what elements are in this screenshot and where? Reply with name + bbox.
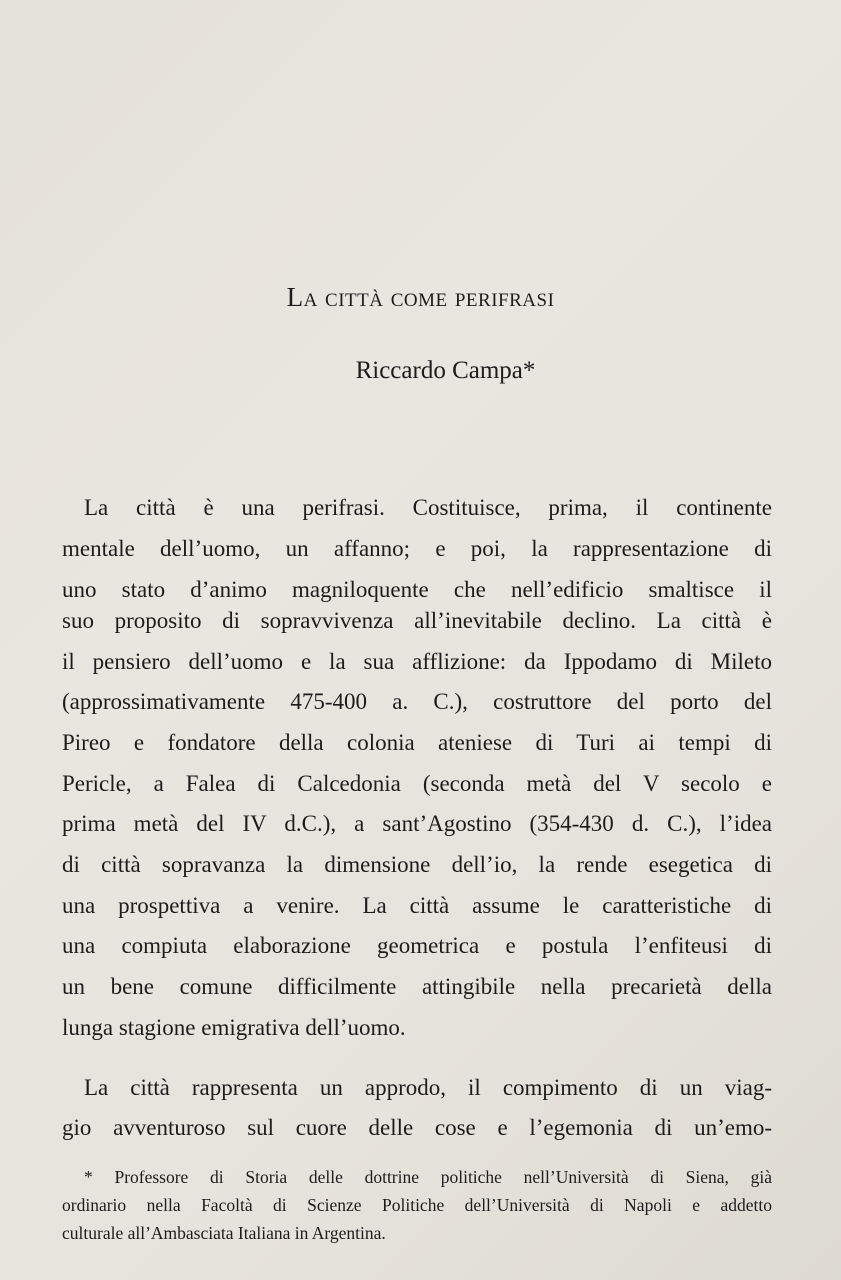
body-line: di città sopravanza la dimensione dell’io, la rende esegetica di [62, 852, 772, 877]
article-title: La città come perifrasi [286, 282, 555, 312]
body-line: Pireo e fondatore della colonia ateniese di Turi ai tempi di [62, 730, 772, 755]
footnote-line: ordinario nella Facoltà di Scienze Politiche dell’Università di Napoli e addetto [62, 1195, 772, 1215]
body-line: Pericle, a Falea di Calcedonia (seconda metà del V secolo e [62, 771, 772, 796]
body-line: lunga stagione emigrativa dell’uomo. [62, 1015, 406, 1040]
footnote-line: * Professore di Storia delle dottrine politiche nell’Università di Siena, già [84, 1167, 772, 1187]
body-line: suo proposito di sopravvivenza all’inevitabile declino. La città è [62, 608, 772, 633]
body-line: mentale dell’uomo, un affanno; e poi, la rappresentazione di [62, 536, 772, 561]
footnote-line: culturale all’Ambasciata Italiana in Argentina. [62, 1223, 386, 1243]
body-line: (approssimativamente 475-400 a. C.), costruttore del porto del [62, 689, 772, 714]
bleed-through-texture [55, 40, 795, 400]
body-line: una compiuta elaborazione geometrica e postula l’enfiteusi di [62, 933, 772, 958]
body-line: uno stato d’animo magniloquente che nell’edificio smaltisce il [62, 577, 772, 602]
body-line: un bene comune difficilmente attingibile nella precarietà della [62, 974, 772, 999]
body-line: gio avventuroso sul cuore delle cose e l’egemonia di un’emo- [62, 1115, 772, 1140]
article-author: Riccardo Campa* [355, 357, 536, 384]
body-line: prima metà del IV d.C.), a sant’Agostino (354-430 d. C.), l’idea [62, 811, 772, 836]
body-line: La città rappresenta un approdo, il compimento di un viag- [84, 1075, 772, 1100]
body-line: il pensiero dell’uomo e la sua afflizione: da Ippodamo di Mileto [62, 649, 772, 674]
body-line: La città è una perifrasi. Costituisce, prima, il continente [84, 495, 772, 520]
body-line: una prospettiva a venire. La città assume le caratteristiche di [62, 893, 772, 918]
